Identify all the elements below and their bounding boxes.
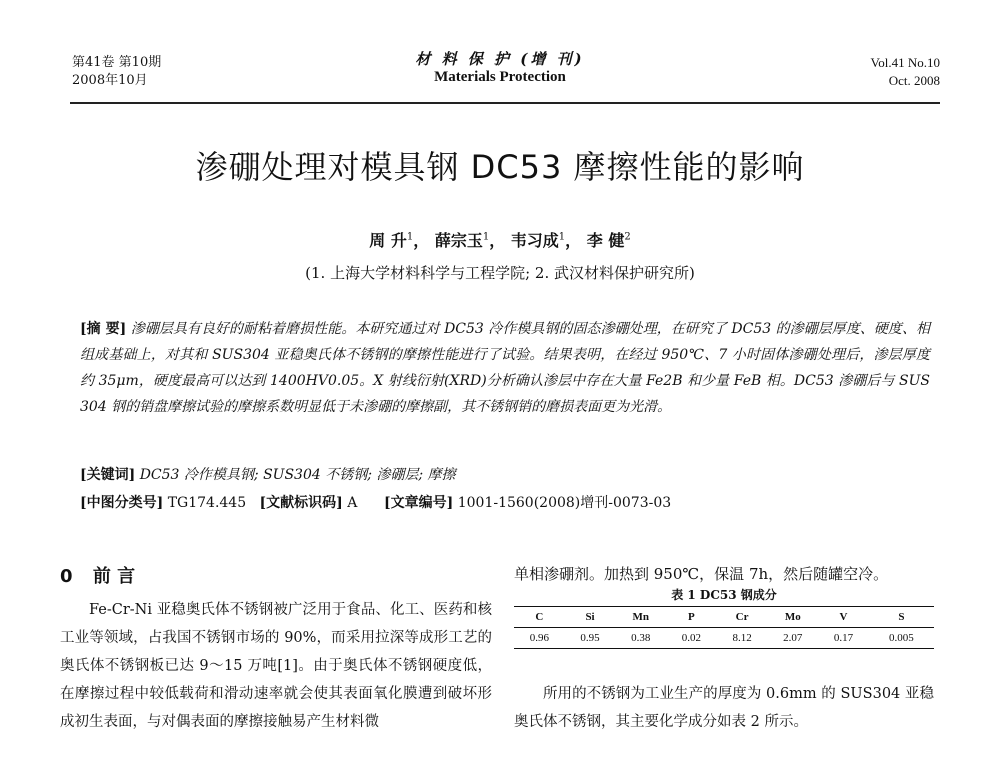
table-header-cell: Cr (735, 611, 749, 623)
section-heading (60, 562, 135, 588)
paper-title: 渗硼处理对模具钢 DC53 摩擦性能的影响 (195, 148, 805, 186)
table-row (514, 628, 934, 649)
table-header-cell: Si (585, 611, 595, 623)
table-caption: 表 1 DC53 钢成分 (671, 588, 777, 602)
author: 薛宗玉 (434, 231, 483, 250)
issue-date: 2008年10月 (72, 73, 148, 88)
abstract-label: [摘 要] (80, 321, 127, 337)
volume-number-en: Vol.41 No.10 (870, 55, 940, 70)
section-title: 前 言 (92, 566, 136, 587)
table-header-cell: P (688, 611, 695, 623)
classification-line (80, 490, 930, 516)
table-cell: 0.96 (529, 632, 549, 644)
table-cell: 0.95 (580, 632, 600, 644)
author: 李 健 (586, 231, 625, 250)
right-column-top-text: 单相渗硼剂。加热到 950℃，保温 7h，然后随罐空冷。 (514, 565, 889, 583)
keywords-text: DC53 冷作模具钢; SUS304 不锈钢; 渗硼层; 摩擦 (139, 467, 456, 483)
composition-table (514, 606, 934, 649)
doc-code-value: A (347, 495, 358, 511)
author-affil-mark: 2 (624, 231, 631, 243)
table-header-row (514, 607, 934, 628)
author-list: 周 升$^1$， 薛宗玉$^1$， 韦习成$^1$， 李 健$^2$ (369, 231, 631, 250)
author-affil-mark: 1 (558, 231, 566, 243)
table-cell: 0.38 (631, 632, 651, 644)
table-header-cell: Mo (784, 611, 801, 623)
affiliation: (1. 上海大学材料科学与工程学院; 2. 武汉材料保护研究所) (305, 264, 695, 282)
journal-issue-info (72, 54, 161, 90)
doc-code-label: [文献标识码] (259, 495, 343, 511)
author: 周 升 (369, 231, 407, 250)
clc-label: [中图分类号] (80, 495, 164, 511)
table-header-cell: Mn (632, 611, 649, 623)
right-column-paragraph (514, 680, 934, 736)
issue-date-en: Oct. 2008 (888, 73, 940, 88)
author-affil-mark: 1 (482, 231, 490, 243)
article-number-label: [文章编号] (384, 495, 454, 511)
table-cell: 2.07 (783, 632, 803, 644)
author: 韦习成 (510, 231, 559, 250)
keywords (80, 462, 930, 488)
header-rule (70, 102, 940, 104)
table-cell: 8.12 (732, 632, 752, 644)
left-column (60, 596, 492, 736)
clc-value: TG174.445 (167, 495, 247, 511)
stainless-steel-paragraph: 所用的不锈钢为工业生产的厚度为 0.6mm 的 SUS304 亚稳奥氏体不锈钢，其主要化学成分如表 2 所示。 (514, 686, 934, 730)
journal-name-cn: 材 料 保 护 (增 刊) (415, 50, 585, 68)
table-cell: 0.02 (681, 632, 702, 644)
article-number-value: 1001-1560(2008)增刊-0073-03 (457, 495, 672, 511)
section-number: 0 (60, 566, 73, 587)
journal-name (350, 50, 650, 86)
table-cell: 0.17 (833, 632, 854, 644)
table-header-cell: S (898, 611, 905, 623)
table-header-cell: C (535, 611, 544, 623)
author-affil-mark: 1 (406, 231, 414, 243)
table-header-cell: V (839, 611, 848, 623)
journal-name-en: Materials Protection (434, 69, 566, 85)
abstract-text: 渗硼层具有良好的耐粘着磨损性能。本研究通过对 DC53 冷作模具钢的固态渗硼处理，在研究了 DC53 的渗硼层厚度、硬度、相组成基础上，对其和 SUS304 亚稳奥氏体不锈钢的摩擦性能进行了试验。结果表明，在经过 950℃、7 小时固体渗硼处理后，渗层厚度约 35μm，硬度最高可以达到 1400HV0.05。X 射线衍射(XRD)分析确认渗层中存在大量 Fe2B 和少量 FeB 相。DC53 渗硼后与 SUS 304 钢的销盘摩擦试验的摩擦系数明显低于未渗硼的摩擦副，其不锈钢销的磨损表面更为光滑。 (80, 321, 931, 415)
journal-issue-info-en (871, 54, 940, 90)
table-cell: 0.005 (889, 632, 914, 644)
abstract (80, 316, 930, 420)
volume-issue: 第41卷 第10期 (72, 55, 162, 70)
keywords-label: [关键词] (80, 467, 136, 483)
intro-paragraph: Fe-Cr-Ni 亚稳奥氏体不锈钢被广泛用于食品、化工、医药和核工业等领域，占我国不锈钢市场的 90%，而采用拉深等成形工艺的奥氏体不锈钢板已达 9～15 万吨[1]。由于奥氏体不锈钢硬度低，在摩擦过程中较低载荷和滑动速率就会使其表面氧化膜遭到破坏形成初生表面，与对偶表面的摩擦接触易产生材料微 (60, 602, 492, 730)
